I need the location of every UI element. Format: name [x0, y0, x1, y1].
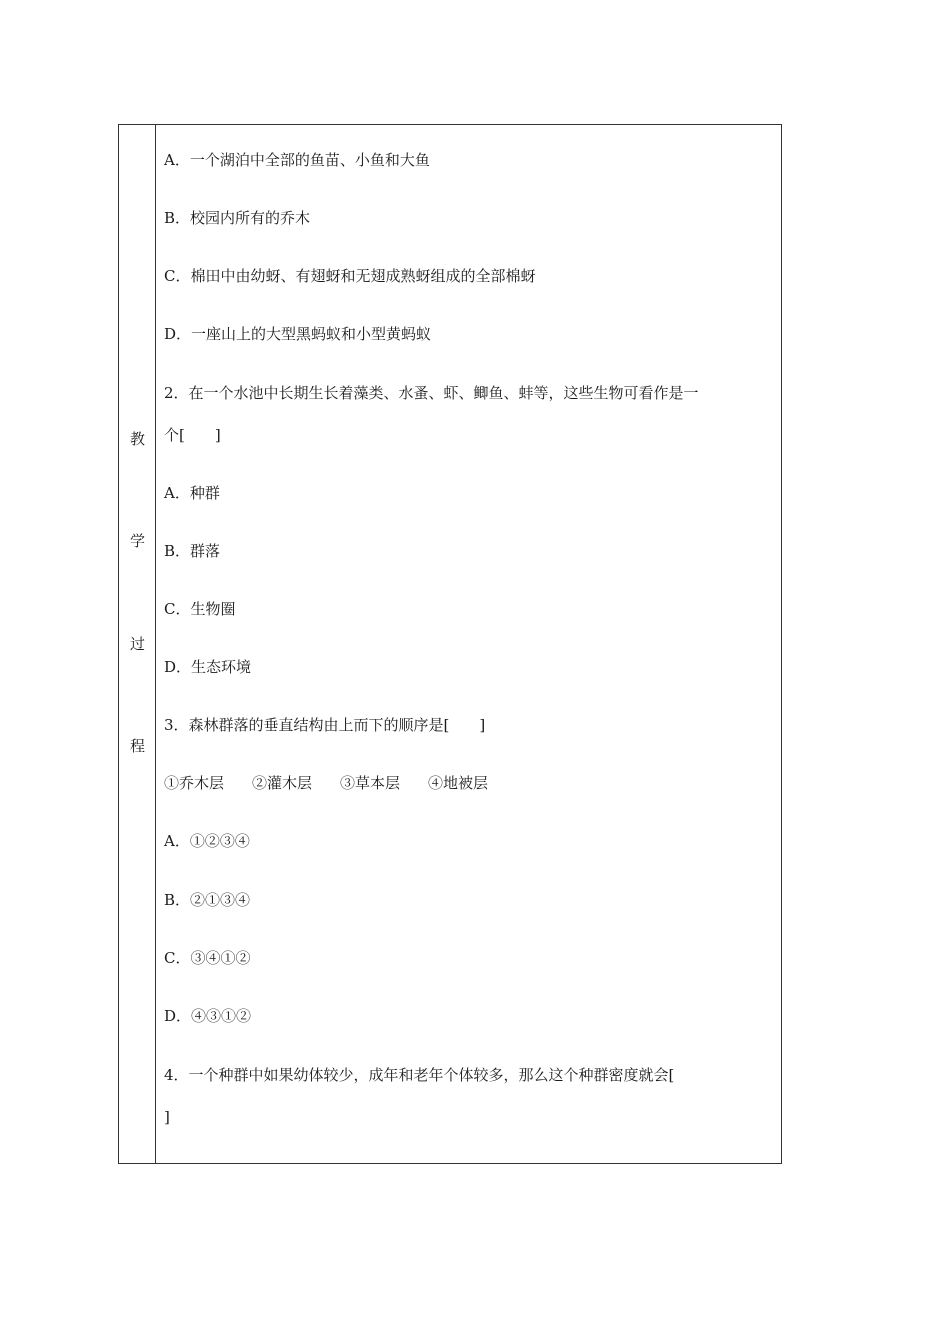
side-label-char: 学: [129, 532, 145, 550]
option-line: B．群落: [164, 542, 221, 560]
option-line: D．④③①②: [164, 1007, 252, 1025]
side-label-char: 程: [129, 737, 145, 755]
option-line: A．①②③④: [164, 832, 250, 850]
side-label-char: 过: [129, 635, 145, 653]
layer-item: ①乔木层: [164, 774, 225, 792]
option-line: C．生物圈: [164, 600, 236, 618]
option-line: B．②①③④: [164, 891, 251, 909]
option-line: D．生态环境: [164, 658, 252, 676]
question-line: 3．森林群落的垂直结构由上而下的顺序是[ ]: [164, 716, 486, 734]
question-line: ]: [164, 1108, 170, 1126]
option-line: C．棉田中由幼蚜、有翅蚜和无翅成熟蚜组成的全部棉蚜: [164, 267, 536, 285]
side-label-char: 教: [129, 430, 145, 448]
layer-list: [164, 773, 488, 793]
question-line: 4．一个种群中如果幼体较少，成年和老年个体较多，那么这个种群密度就会[: [164, 1066, 675, 1084]
option-line: D．一座山上的大型黑蚂蚁和小型黄蚂蚁: [164, 325, 432, 343]
lesson-table: [118, 124, 782, 1164]
side-label-column: [119, 125, 156, 1163]
layer-item: ②灌木层: [252, 774, 313, 792]
option-line: A．种群: [164, 484, 220, 502]
option-line: C．③④①②: [164, 949, 251, 967]
option-line: A．一个湖泊中全部的鱼苗、小鱼和大鱼: [164, 151, 430, 169]
option-line: B．校园内所有的乔木: [164, 209, 311, 227]
question-line: 2．在一个水池中长期生长着藻类、水蚤、虾、鲫鱼、蚌等，这些生物可看作是一: [164, 384, 699, 402]
layer-item: ③草本层: [340, 774, 401, 792]
layer-item: ④地被层: [428, 774, 489, 792]
question-line: 个[ ]: [164, 426, 221, 444]
